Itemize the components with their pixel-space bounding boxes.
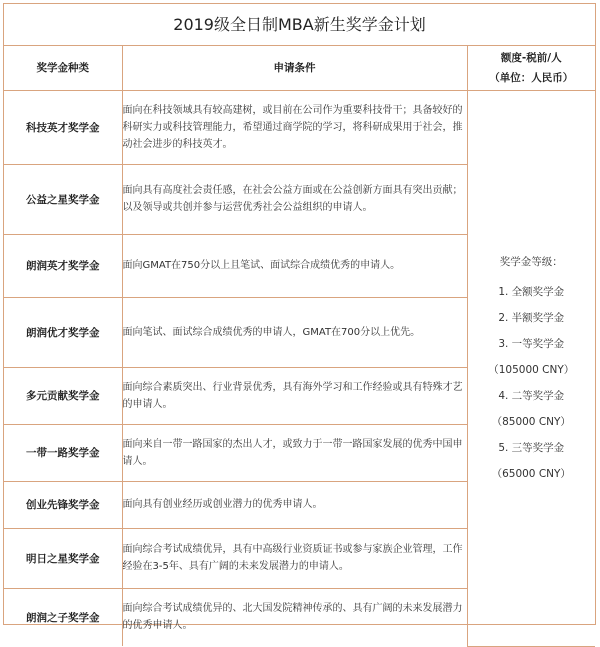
scholarship-name: 创业先锋奖学金 <box>4 481 122 528</box>
scholarship-name: 一带一路奖学金 <box>4 424 122 481</box>
scholarship-condition: 面向综合考试成绩优异，具有中高级行业资质证书或参与家族企业管理，工作经验在3-5年、具有广阔的未来发展潜力的申请人。 <box>122 528 467 588</box>
scholarship-table <box>4 46 595 647</box>
table-row <box>4 90 595 164</box>
amount-line: 5. 三等奖学金 <box>498 442 565 454</box>
scholarship-name: 公益之星奖学金 <box>4 164 122 234</box>
scholarship-condition: 面向来自一带一路国家的杰出人才，或致力于一带一路国家发展的优秀中国申请人。 <box>122 424 467 481</box>
scholarship-name: 朗润英才奖学金 <box>4 234 122 297</box>
scholarship-condition: 面向笔试、面试综合成绩优秀的申请人，GMAT在700分以上优先。 <box>122 297 467 367</box>
amount-lead: 奖学金等级： <box>499 256 563 268</box>
scholarship-name: 朗润之子奖学金 <box>4 588 122 646</box>
scholarship-condition: 面向综合素质突出、行业背景优秀，具有海外学习和工作经验或具有特殊才艺的申请人。 <box>122 367 467 424</box>
header-condition: 申请条件 <box>122 46 467 90</box>
header-amount-line1: 额度-税前/人 <box>500 52 562 65</box>
amount-line: 3. 一等奖学金 <box>498 338 565 350</box>
amount-cell <box>467 90 595 646</box>
header-type: 奖学金种类 <box>4 46 122 90</box>
scholarship-name: 明日之星奖学金 <box>4 528 122 588</box>
scholarship-condition: 面向GMAT在750分以上且笔试、面试综合成绩优秀的申请人。 <box>122 234 467 297</box>
amount-line: （105000 CNY） <box>488 364 575 376</box>
header-amount <box>467 46 595 90</box>
amount-line: 1. 全额奖学金 <box>498 286 565 298</box>
scholarship-condition: 面向具有高度社会责任感，在社会公益方面或在公益创新方面具有突出贡献；以及领导或共创并参与运营优秀社会公益组织的申请人。 <box>122 164 467 234</box>
header-row <box>4 46 595 90</box>
scholarship-name: 朗润优才奖学金 <box>4 297 122 367</box>
scholarship-name: 多元贡献奖学金 <box>4 367 122 424</box>
amount-line: （85000 CNY） <box>491 416 571 428</box>
scholarship-name: 科技英才奖学金 <box>4 90 122 164</box>
amount-line: 4. 二等奖学金 <box>498 390 565 402</box>
amount-line: （65000 CNY） <box>491 468 571 480</box>
scholarship-condition: 面向综合考试成绩优异的、北大国发院精神传承的、具有广阔的未来发展潜力的优秀申请人。 <box>122 588 467 646</box>
scholarship-condition: 面向具有创业经历或创业潜力的优秀申请人。 <box>122 481 467 528</box>
amount-line: 2. 半额奖学金 <box>498 312 565 324</box>
page-title: 2019级全日制MBA新生奖学金计划 <box>4 4 595 46</box>
scholarship-condition: 面向在科技领域具有较高建树，或目前在公司作为重要科技骨干；具备较好的科研实力或科技管理能力，希望通过商学院的学习，将科研成果用于社会，推动社会进步的科技英才。 <box>122 90 467 164</box>
header-amount-line2: （单位：人民币） <box>489 72 574 85</box>
